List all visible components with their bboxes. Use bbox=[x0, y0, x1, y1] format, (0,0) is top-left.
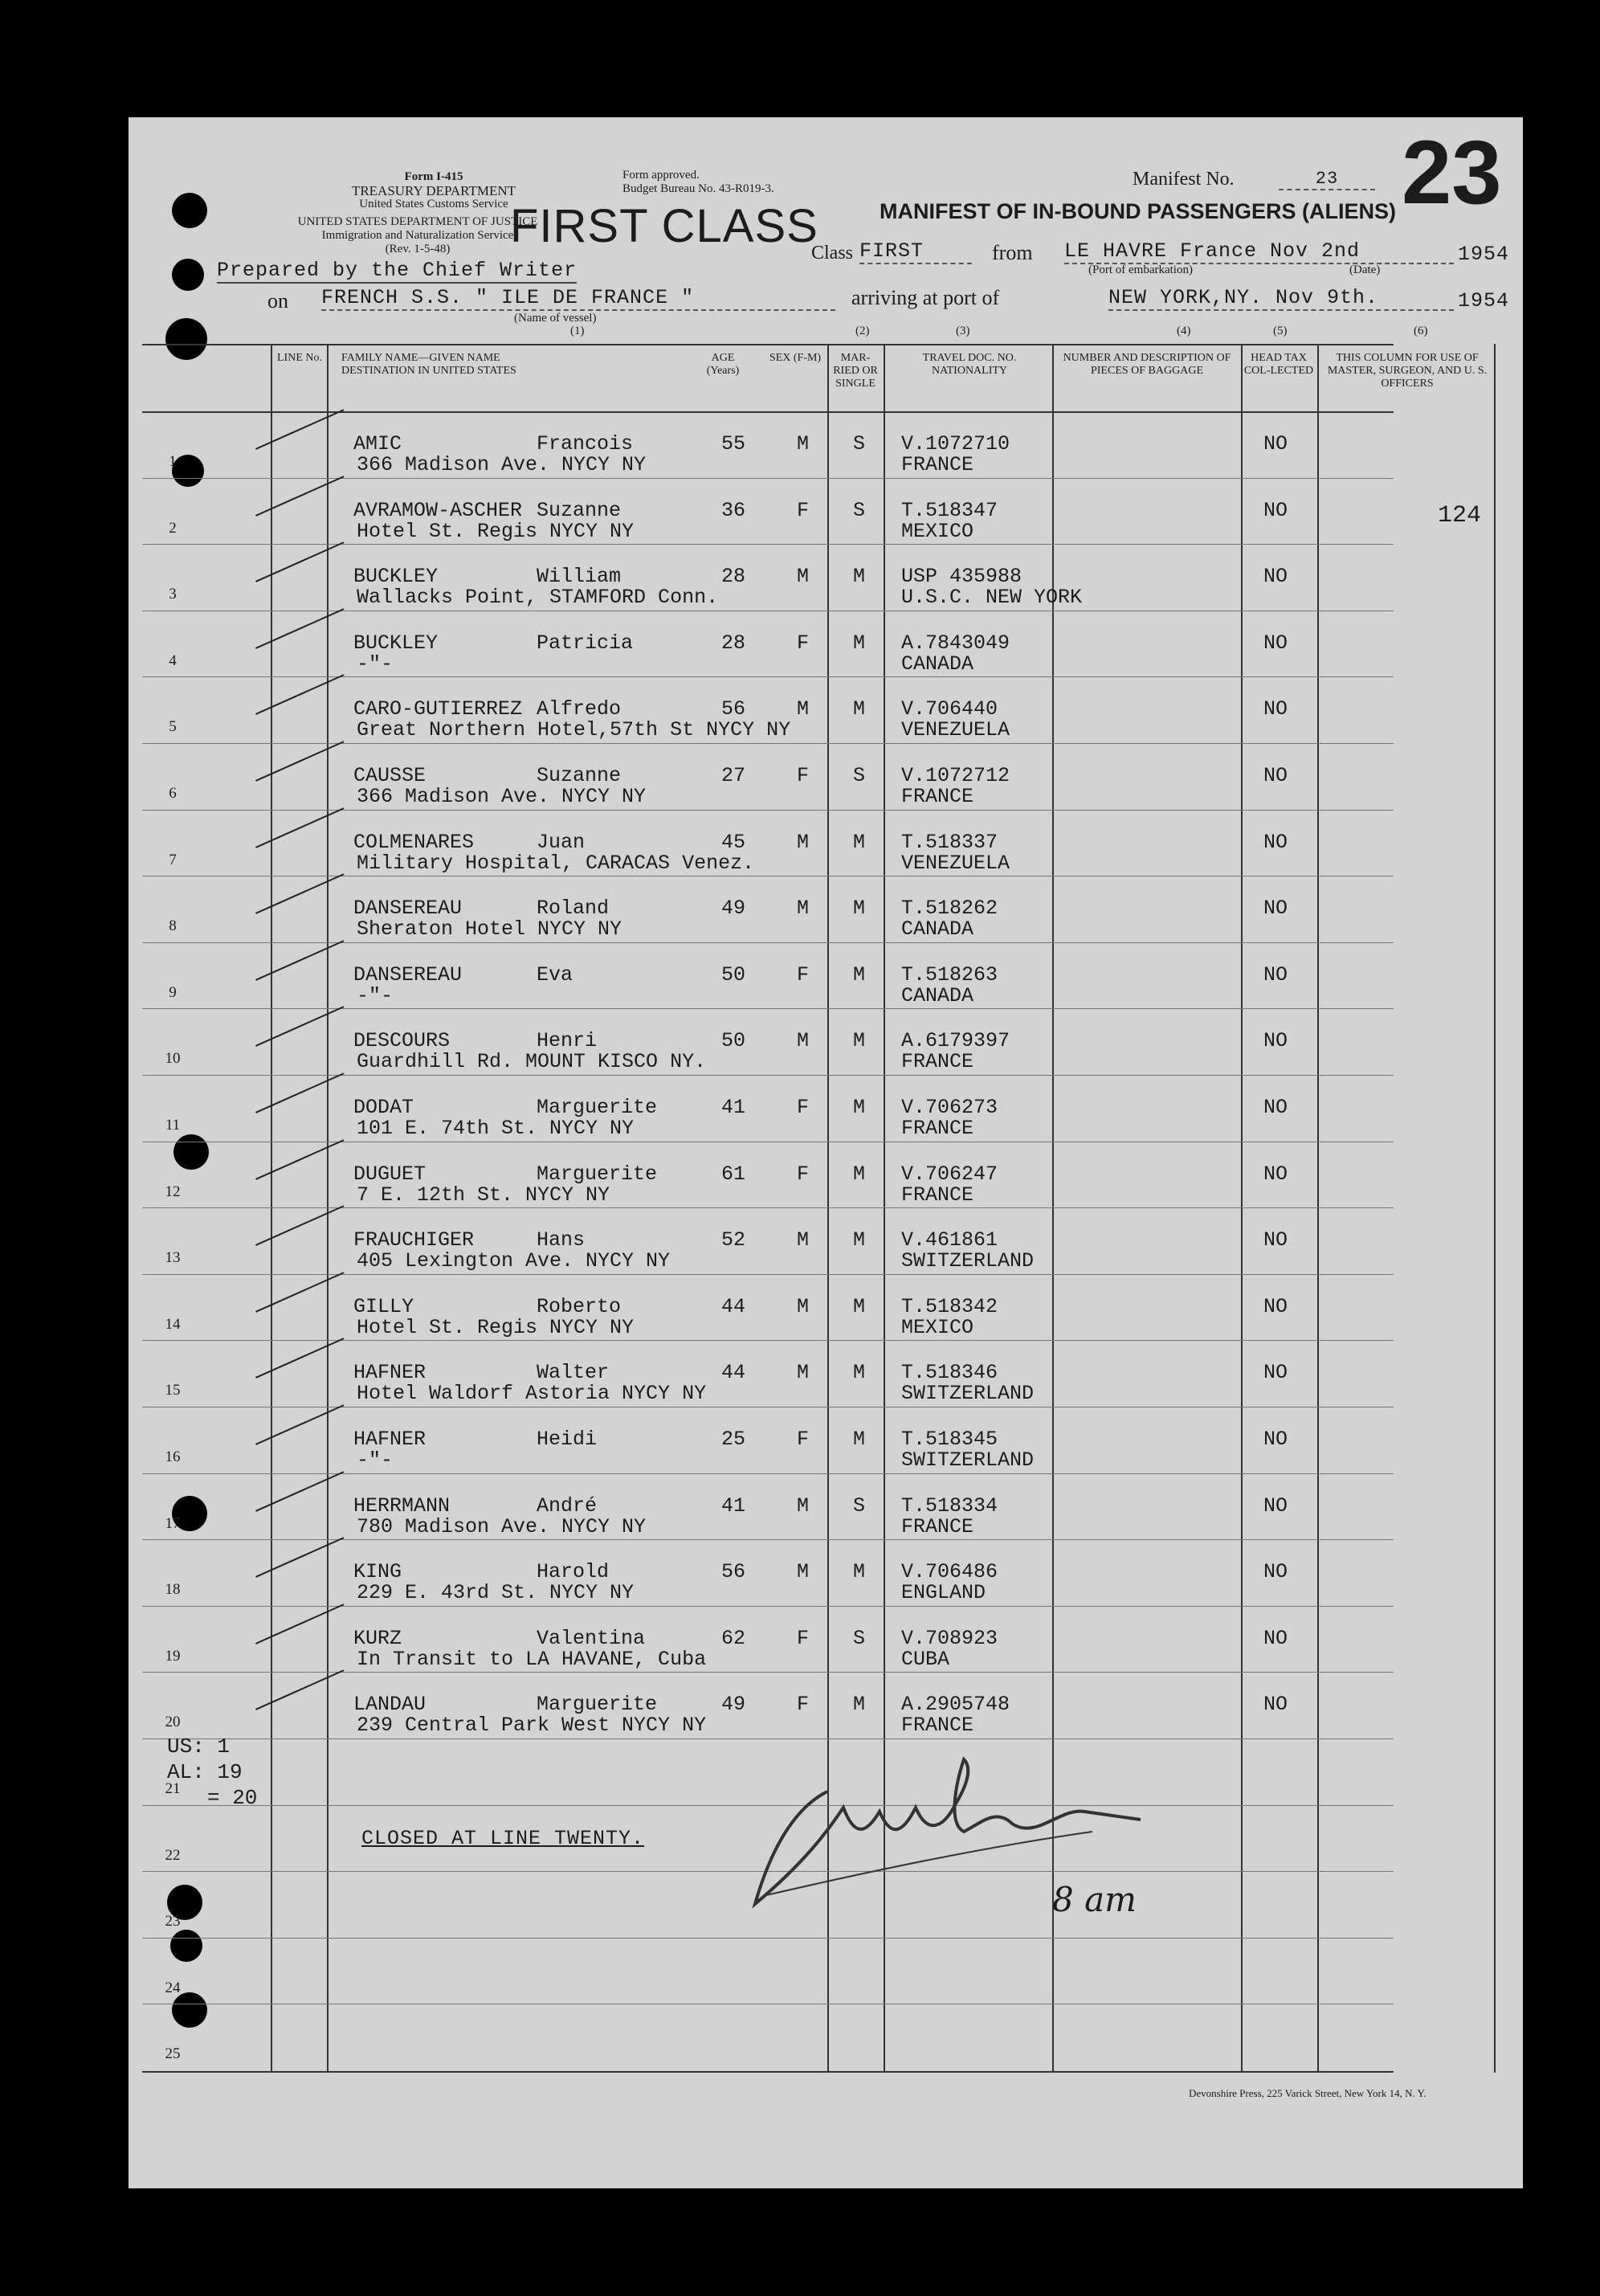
travel-doc: A.6179397 bbox=[901, 1029, 1010, 1052]
age: 41 bbox=[721, 1096, 746, 1119]
nationality: SWITZERLAND bbox=[901, 1448, 1035, 1472]
destination: 405 Lexington Ave. NYCY NY bbox=[357, 1249, 671, 1273]
revision: (Rev. 1-5-48) bbox=[385, 243, 451, 255]
sex: M bbox=[797, 1560, 810, 1583]
justice-dept: UNITED STATES DEPARTMENT OF JUSTICE bbox=[297, 215, 538, 228]
age: 50 bbox=[721, 963, 746, 987]
col-num-1: (1) bbox=[570, 325, 585, 337]
destination: Hotel St. Regis NYCY NY bbox=[357, 520, 635, 543]
sex: F bbox=[797, 1096, 810, 1119]
travel-doc: T.518263 bbox=[901, 963, 998, 987]
head-tax: NO bbox=[1263, 1361, 1288, 1384]
family-name: HERRMANN bbox=[353, 1494, 451, 1518]
manifest-big-number: 23 bbox=[1402, 122, 1502, 223]
line-number: 9 bbox=[169, 984, 177, 1001]
age: 50 bbox=[721, 1029, 746, 1052]
sex: F bbox=[797, 1627, 810, 1650]
line-number: 17 bbox=[165, 1515, 181, 1532]
sex: F bbox=[797, 1162, 810, 1186]
head-tax: NO bbox=[1263, 897, 1288, 920]
nationality: MEXICO bbox=[901, 1316, 974, 1339]
row-divider bbox=[142, 1008, 1394, 1009]
line-number: 14 bbox=[165, 1316, 181, 1333]
head-tax: NO bbox=[1263, 1560, 1288, 1583]
given-name: Valentina bbox=[537, 1627, 646, 1650]
line-number: 20 bbox=[165, 1714, 181, 1730]
row-divider bbox=[142, 544, 1394, 545]
family-name: FRAUCHIGER bbox=[353, 1228, 475, 1252]
destination: Guardhill Rd. MOUNT KISCO NY. bbox=[357, 1050, 707, 1073]
port-embark-caption: (Port of embarkation) bbox=[1088, 264, 1193, 276]
family-name: DANSEREAU bbox=[353, 897, 463, 920]
age: 44 bbox=[721, 1295, 746, 1318]
family-name: BUCKLEY bbox=[353, 631, 439, 655]
given-name: Roberto bbox=[537, 1295, 622, 1318]
manifest-title: MANIFEST OF IN-BOUND PASSENGERS (ALIENS) bbox=[880, 199, 1397, 223]
row-divider bbox=[142, 1340, 1394, 1341]
marital-status: M bbox=[853, 1428, 866, 1451]
family-name: DUGUET bbox=[353, 1162, 427, 1186]
table-left-border bbox=[271, 344, 272, 2073]
travel-doc: T.518342 bbox=[901, 1295, 998, 1318]
line-number: 8 bbox=[169, 917, 177, 934]
nationality: FRANCE bbox=[901, 453, 974, 476]
sex: M bbox=[797, 565, 810, 588]
line-number: 2 bbox=[169, 520, 177, 537]
prepared-by: Prepared by the Chief Writer bbox=[217, 259, 578, 282]
customs-service: United States Customs Service bbox=[359, 198, 508, 210]
budget-bureau: Budget Bureau No. 43-R019-3. bbox=[622, 182, 774, 195]
line-number: 23 bbox=[165, 1913, 181, 1930]
destination: 239 Central Park West NYCY NY bbox=[357, 1714, 707, 1737]
travel-doc: T.518345 bbox=[901, 1428, 998, 1451]
row-divider bbox=[142, 810, 1394, 811]
nationality: CUBA bbox=[901, 1648, 950, 1671]
printer-imprint: Devonshire Press, 225 Varick Street, New York 14, N. Y. bbox=[1189, 2087, 1427, 2099]
sex: M bbox=[797, 1029, 810, 1052]
on-label: on bbox=[267, 289, 288, 313]
family-name: BUCKLEY bbox=[353, 565, 439, 588]
given-name: Hans bbox=[537, 1228, 586, 1252]
class-label: Class bbox=[811, 243, 854, 264]
col-head-officers: THIS COLUMN FOR USE OF MASTER, SURGEON, AND U. S. OFFICERS bbox=[1327, 352, 1488, 390]
travel-doc: T.518262 bbox=[901, 897, 998, 920]
nationality: MEXICO bbox=[901, 520, 974, 543]
col-head-baggage: NUMBER AND DESCRIPTION OF PIECES OF BAGGAGE bbox=[1063, 352, 1231, 377]
header-bottom-border bbox=[142, 411, 1394, 413]
sex: M bbox=[797, 831, 810, 854]
col-head-headtax: HEAD TAX COL-LECTED bbox=[1243, 352, 1314, 377]
given-name: André bbox=[537, 1494, 598, 1518]
sex: M bbox=[797, 1361, 810, 1384]
sex: M bbox=[797, 1494, 810, 1518]
age: 28 bbox=[721, 565, 746, 588]
age: 55 bbox=[721, 432, 746, 456]
table-bottom-border bbox=[142, 2071, 1394, 2073]
ins-service: Immigration and Naturalization Service bbox=[321, 229, 514, 242]
binder-hole bbox=[172, 193, 207, 228]
head-tax: NO bbox=[1263, 1627, 1288, 1650]
officer-note: 124 bbox=[1438, 502, 1482, 529]
col-head-line: LINE No. bbox=[277, 352, 322, 364]
line-number: 4 bbox=[169, 652, 177, 669]
travel-doc: V.706440 bbox=[901, 697, 998, 721]
nationality: CANADA bbox=[901, 984, 974, 1007]
year-2: 1954 bbox=[1458, 289, 1510, 313]
binder-hole bbox=[172, 259, 204, 291]
arrival-port: NEW YORK,NY. Nov 9th. bbox=[1108, 286, 1454, 311]
head-tax: NO bbox=[1263, 1494, 1288, 1518]
line-number: 18 bbox=[165, 1581, 181, 1598]
destination: -"- bbox=[357, 652, 394, 676]
sex: M bbox=[797, 1228, 810, 1252]
margin-total: = 20 bbox=[207, 1786, 258, 1810]
age: 61 bbox=[721, 1162, 746, 1186]
col-head-name-2: DESTINATION IN UNITED STATES bbox=[341, 365, 516, 377]
head-tax: NO bbox=[1263, 1096, 1288, 1119]
nationality: SWITZERLAND bbox=[901, 1382, 1035, 1405]
sex: M bbox=[797, 432, 810, 456]
nationality: FRANCE bbox=[901, 1183, 974, 1207]
age: 52 bbox=[721, 1228, 746, 1252]
marital-status: S bbox=[853, 1494, 866, 1518]
col-num-3: (3) bbox=[956, 325, 970, 337]
sex: F bbox=[797, 1693, 810, 1716]
marital-status: M bbox=[853, 631, 866, 655]
sex: M bbox=[797, 1295, 810, 1318]
row-divider bbox=[142, 1539, 1394, 1540]
sex: F bbox=[797, 963, 810, 987]
nationality: VENEZUELA bbox=[901, 852, 1010, 875]
nationality: CANADA bbox=[901, 652, 974, 676]
age: 49 bbox=[721, 1693, 746, 1716]
row-divider bbox=[142, 1207, 1394, 1208]
line-number: 19 bbox=[165, 1648, 181, 1665]
given-name: Heidi bbox=[537, 1428, 598, 1451]
family-name: KURZ bbox=[353, 1627, 402, 1650]
col-divider bbox=[1241, 344, 1243, 2073]
travel-doc: V.461861 bbox=[901, 1228, 998, 1252]
family-name: HAFNER bbox=[353, 1361, 427, 1384]
family-name: CARO-GUTIERREZ bbox=[353, 697, 523, 721]
given-name: Alfredo bbox=[537, 697, 622, 721]
form-approved: Form approved. bbox=[622, 169, 700, 182]
head-tax: NO bbox=[1263, 963, 1288, 987]
travel-doc: V.1072712 bbox=[901, 764, 1010, 787]
head-tax: NO bbox=[1263, 499, 1288, 522]
age: 45 bbox=[721, 831, 746, 854]
given-name: Roland bbox=[537, 897, 610, 920]
nationality: VENEZUELA bbox=[901, 718, 1010, 742]
margin-tally bbox=[167, 1734, 257, 1811]
sex: F bbox=[797, 499, 810, 522]
destination: 101 E. 74th St. NYCY NY bbox=[357, 1117, 635, 1140]
travel-doc: V.708923 bbox=[901, 1627, 998, 1650]
marital-status: S bbox=[853, 764, 866, 787]
line-number: 3 bbox=[169, 586, 177, 603]
given-name: Patricia bbox=[537, 631, 634, 655]
row-divider bbox=[142, 1274, 1394, 1275]
first-class-stamp: FIRST CLASS bbox=[510, 200, 818, 252]
marital-status: M bbox=[853, 697, 866, 721]
age: 62 bbox=[721, 1627, 746, 1650]
destination: Great Northern Hotel,57th St NYCY NY bbox=[357, 718, 791, 742]
family-name: COLMENARES bbox=[353, 831, 475, 854]
travel-doc: V.706273 bbox=[901, 1096, 998, 1119]
sex: F bbox=[797, 1428, 810, 1451]
row-divider bbox=[142, 1473, 1394, 1474]
head-tax: NO bbox=[1263, 1228, 1288, 1252]
signature bbox=[707, 1735, 1221, 1952]
destination: Wallacks Point, STAMFORD Conn. bbox=[357, 586, 719, 609]
head-tax: NO bbox=[1263, 1693, 1288, 1716]
marital-status: S bbox=[853, 1627, 866, 1650]
from-label: from bbox=[992, 241, 1033, 264]
col-head-name bbox=[341, 352, 516, 378]
year-1: 1954 bbox=[1458, 243, 1510, 266]
travel-doc: V.706486 bbox=[901, 1560, 998, 1583]
marital-status: M bbox=[853, 565, 866, 588]
sex: M bbox=[797, 697, 810, 721]
family-name: KING bbox=[353, 1560, 402, 1583]
col-head-married: MAR-RIED OR SINGLE bbox=[833, 352, 878, 390]
travel-doc: T.518334 bbox=[901, 1494, 998, 1518]
nationality: FRANCE bbox=[901, 1050, 974, 1073]
row-divider bbox=[142, 676, 1394, 677]
family-name: CAUSSE bbox=[353, 764, 427, 787]
marital-status: M bbox=[853, 1295, 866, 1318]
destination: Hotel Waldorf Astoria NYCY NY bbox=[357, 1382, 707, 1405]
destination: Hotel St. Regis NYCY NY bbox=[357, 1316, 635, 1339]
margin-us: US: 1 bbox=[167, 1734, 231, 1759]
row-divider bbox=[142, 1606, 1394, 1607]
family-name: DANSEREAU bbox=[353, 963, 463, 987]
line-number: 11 bbox=[165, 1117, 181, 1134]
nationality: ENGLAND bbox=[901, 1581, 986, 1604]
line-number: 1 bbox=[169, 453, 177, 470]
arriving-label: arriving at port of bbox=[851, 286, 1000, 309]
col-head-travel: TRAVEL DOC. NO. NATIONALITY bbox=[922, 352, 1017, 377]
line-number: 16 bbox=[165, 1448, 181, 1465]
family-name: DESCOURS bbox=[353, 1029, 451, 1052]
family-name: DODAT bbox=[353, 1096, 414, 1119]
row-divider bbox=[142, 1075, 1394, 1076]
binder-hole bbox=[165, 318, 207, 360]
col-divider bbox=[327, 344, 329, 2073]
family-name: HAFNER bbox=[353, 1428, 427, 1451]
given-name: William bbox=[537, 565, 622, 588]
line-number: 15 bbox=[165, 1382, 181, 1399]
department: TREASURY DEPARTMENT bbox=[351, 183, 516, 198]
table-top-border bbox=[142, 344, 1394, 345]
travel-doc: A.2905748 bbox=[901, 1693, 1010, 1716]
travel-doc: T.518347 bbox=[901, 499, 998, 522]
marital-status: M bbox=[853, 1361, 866, 1384]
col-num-5: (5) bbox=[1273, 325, 1288, 337]
head-tax: NO bbox=[1263, 831, 1288, 854]
nationality: FRANCE bbox=[901, 1714, 974, 1737]
marital-status: M bbox=[853, 1693, 866, 1716]
destination: In Transit to LA HAVANE, Cuba bbox=[357, 1648, 707, 1671]
marital-status: M bbox=[853, 1096, 866, 1119]
from-value: LE HAVRE France Nov 2nd bbox=[1064, 239, 1454, 264]
marital-status: M bbox=[853, 897, 866, 920]
line-number: 6 bbox=[169, 785, 177, 802]
line-number: 24 bbox=[165, 1979, 181, 1996]
sex: M bbox=[797, 897, 810, 920]
nationality: U.S.C. NEW YORK bbox=[901, 586, 1083, 609]
class-value: FIRST bbox=[859, 239, 972, 264]
travel-doc: V.706247 bbox=[901, 1162, 998, 1186]
given-name: Suzanne bbox=[537, 764, 622, 787]
date-caption: (Date) bbox=[1349, 264, 1381, 276]
age: 49 bbox=[721, 897, 746, 920]
destination: 366 Madison Ave. NYCY NY bbox=[357, 785, 647, 808]
given-name: Juan bbox=[537, 831, 586, 854]
row-divider bbox=[142, 743, 1394, 744]
destination: 7 E. 12th St. NYCY NY bbox=[357, 1183, 610, 1207]
age: 56 bbox=[721, 1560, 746, 1583]
col-head-sex: SEX (F-M) bbox=[769, 352, 822, 364]
head-tax: NO bbox=[1263, 1029, 1288, 1052]
family-name: AMIC bbox=[353, 432, 402, 456]
age: 25 bbox=[721, 1428, 746, 1451]
row-divider bbox=[142, 478, 1394, 479]
marital-status: M bbox=[853, 1228, 866, 1252]
vessel-caption: (Name of vessel) bbox=[514, 312, 597, 325]
line-number: 13 bbox=[165, 1249, 181, 1266]
handwritten-time: 8 am bbox=[1052, 1880, 1137, 1919]
destination: Military Hospital, CARACAS Venez. bbox=[357, 852, 755, 875]
nationality: SWITZERLAND bbox=[901, 1249, 1035, 1273]
destination: 780 Madison Ave. NYCY NY bbox=[357, 1515, 647, 1538]
margin-al: AL: 19 bbox=[167, 1760, 243, 1784]
line-number: 5 bbox=[169, 718, 177, 735]
row-divider bbox=[142, 1672, 1394, 1673]
destination: 229 E. 43rd St. NYCY NY bbox=[357, 1581, 635, 1604]
family-name: LANDAU bbox=[353, 1693, 427, 1716]
destination: 366 Madison Ave. NYCY NY bbox=[357, 453, 647, 476]
travel-doc: V.1072710 bbox=[901, 432, 1010, 456]
destination: -"- bbox=[357, 1448, 394, 1472]
head-tax: NO bbox=[1263, 1295, 1288, 1318]
form-id-block bbox=[337, 170, 530, 211]
col-divider bbox=[1317, 344, 1319, 2073]
table-right-border bbox=[1494, 344, 1496, 2073]
head-tax: NO bbox=[1263, 432, 1288, 456]
col-head-name-1: FAMILY NAME—GIVEN NAME bbox=[341, 352, 500, 364]
family-name: AVRAMOW-ASCHER bbox=[353, 499, 523, 522]
head-tax: NO bbox=[1263, 565, 1288, 588]
head-tax: NO bbox=[1263, 1162, 1288, 1186]
destination: Sheraton Hotel NYCY NY bbox=[357, 917, 622, 941]
manifest-no-value: 23 bbox=[1279, 169, 1375, 190]
approval-block bbox=[622, 169, 774, 196]
line-number: 21 bbox=[165, 1780, 181, 1797]
marital-status: M bbox=[853, 831, 866, 854]
col-num-6: (6) bbox=[1414, 325, 1428, 337]
col-num-2: (2) bbox=[855, 325, 870, 337]
nationality: CANADA bbox=[901, 917, 974, 941]
closed-note: CLOSED AT LINE TWENTY. bbox=[361, 1827, 645, 1850]
manifest-no-label: Manifest No. bbox=[1133, 169, 1235, 190]
line-number: 22 bbox=[165, 1847, 181, 1864]
family-name: GILLY bbox=[353, 1295, 414, 1318]
head-tax: NO bbox=[1263, 764, 1288, 787]
binder-hole bbox=[172, 1992, 207, 2028]
form-number: Form I-415 bbox=[404, 170, 463, 183]
marital-status: S bbox=[853, 499, 866, 522]
col-head-age: AGE (Years) bbox=[706, 352, 740, 377]
given-name: Henri bbox=[537, 1029, 598, 1052]
age: 28 bbox=[721, 631, 746, 655]
given-name: Marguerite bbox=[537, 1096, 658, 1119]
head-tax: NO bbox=[1263, 631, 1288, 655]
vessel-name: FRENCH S.S. " ILE DE FRANCE " bbox=[321, 286, 835, 311]
given-name: Walter bbox=[537, 1361, 610, 1384]
sex: F bbox=[797, 764, 810, 787]
line-number: 7 bbox=[169, 852, 177, 868]
nationality: FRANCE bbox=[901, 785, 974, 808]
marital-status: M bbox=[853, 1162, 866, 1186]
travel-doc: T.518346 bbox=[901, 1361, 998, 1384]
line-number: 12 bbox=[165, 1183, 181, 1200]
age: 44 bbox=[721, 1361, 746, 1384]
given-name: Eva bbox=[537, 963, 573, 987]
given-name: Suzanne bbox=[537, 499, 622, 522]
given-name: Marguerite bbox=[537, 1693, 658, 1716]
age: 56 bbox=[721, 697, 746, 721]
binder-hole bbox=[170, 1930, 202, 1962]
marital-status: S bbox=[853, 432, 866, 456]
binder-hole bbox=[173, 1134, 209, 1170]
age: 36 bbox=[721, 499, 746, 522]
line-number: 25 bbox=[165, 2045, 181, 2062]
travel-doc: USP 435988 bbox=[901, 565, 1022, 588]
col-num-4: (4) bbox=[1177, 325, 1191, 337]
marital-status: M bbox=[853, 1029, 866, 1052]
given-name: Francois bbox=[537, 432, 634, 456]
nationality: FRANCE bbox=[901, 1515, 974, 1538]
given-name: Harold bbox=[537, 1560, 610, 1583]
row-divider bbox=[142, 942, 1394, 943]
travel-doc: T.518337 bbox=[901, 831, 998, 854]
nationality: FRANCE bbox=[901, 1117, 974, 1140]
head-tax: NO bbox=[1263, 697, 1288, 721]
line-number: 10 bbox=[165, 1050, 181, 1067]
head-tax: NO bbox=[1263, 1428, 1288, 1451]
sex: F bbox=[797, 631, 810, 655]
marital-status: M bbox=[853, 963, 866, 987]
travel-doc: A.7843049 bbox=[901, 631, 1010, 655]
destination: -"- bbox=[357, 984, 394, 1007]
given-name: Marguerite bbox=[537, 1162, 658, 1186]
marital-status: M bbox=[853, 1560, 866, 1583]
age: 27 bbox=[721, 764, 746, 787]
age: 41 bbox=[721, 1494, 746, 1518]
